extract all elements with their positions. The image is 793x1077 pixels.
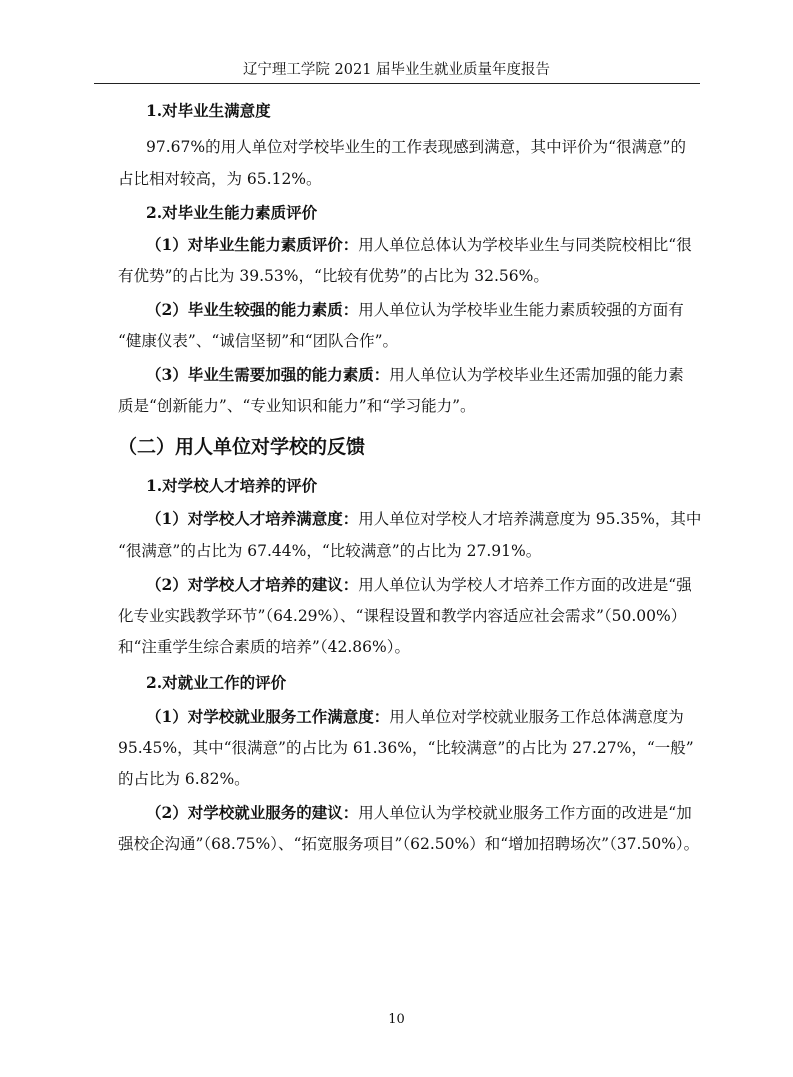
employment-p1-text: 用人单位对学校就业服务工作总体满意度为 — [389, 708, 684, 726]
employment-p1-line-1 — [146, 704, 684, 730]
ability-p1-line-2: 有优势”的占比为 39.53%，“比较有优势”的占比为 32.56%。 — [118, 267, 549, 285]
employment-p1-label: （1）对学校就业服务工作满意度： — [146, 707, 390, 726]
training-heading: 1.对学校人才培养的评价 — [146, 476, 318, 495]
training-p2-line-2: 化专业实践教学环节”（64.29%）、“课程设置和教学内容适应社会需求”（50.00%） — [118, 607, 687, 625]
running-header: 辽宁理工学院 2021 届毕业生就业质量年度报告 — [242, 62, 551, 78]
ability-p2-line-1 — [146, 297, 684, 323]
training-p1-line-1 — [146, 506, 701, 532]
ability-p2-label: （2）毕业生较强的能力素质： — [146, 300, 359, 319]
ability-p3-line-2: 质是“创新能力”、“专业知识和能力”和“学习能力”。 — [118, 397, 476, 415]
satisfaction-heading: 1.对毕业生满意度 — [146, 101, 271, 120]
training-p1-line-2: “很满意”的占比为 67.44%，“比较满意”的占比为 27.91%。 — [118, 542, 542, 560]
employment-p2-text: 用人单位认为学校就业服务工作方面的改进是“加 — [358, 804, 692, 822]
employment-p1-line-2: 95.45%，其中“很满意”的占比为 61.36%，“比较满意”的占比为 27.27%，“一般” — [118, 739, 694, 757]
ability-p1-label: （1）对毕业生能力素质评价： — [146, 235, 359, 254]
ability-p2-text: 用人单位认为学校毕业生能力素质较强的方面有 — [358, 301, 684, 319]
page-number: 10 — [388, 1012, 405, 1027]
header-rule — [94, 83, 700, 84]
section-2-heading: （二）用人单位对学校的反馈 — [118, 436, 366, 458]
ability-p1-text: 用人单位总体认为学校毕业生与同类院校相比“很 — [358, 236, 692, 254]
employment-heading: 2.对就业工作的评价 — [146, 673, 287, 692]
employment-p2-line-1 — [146, 800, 692, 826]
ability-p3-text: 用人单位认为学校毕业生还需加强的能力素 — [389, 366, 684, 384]
training-p2-line-1 — [146, 572, 692, 598]
employment-p2-label: （2）对学校就业服务的建议： — [146, 803, 359, 822]
ability-p2-line-2: “健康仪表”、“诚信坚韧”和“团队合作”。 — [118, 332, 399, 350]
training-p2-line-3: 和“注重学生综合素质的培养”（42.86%）。 — [118, 638, 410, 656]
ability-p3-label: （3）毕业生需要加强的能力素质： — [146, 365, 390, 384]
ability-p3-line-1 — [146, 362, 684, 388]
ability-p1-line-1 — [146, 232, 692, 258]
satisfaction-line-2: 占比相对较高，为 65.12%。 — [118, 170, 322, 188]
satisfaction-line-1: 97.67%的用人单位对学校毕业生的工作表现感到满意，其中评价为“很满意”的 — [146, 138, 686, 156]
training-p2-label: （2）对学校人才培养的建议： — [146, 575, 359, 594]
ability-heading: 2.对毕业生能力素质评价 — [146, 203, 318, 222]
employment-p1-line-3: 的占比为 6.82%。 — [118, 770, 250, 788]
employment-p2-line-2: 强校企沟通”（68.75%）、“拓宽服务项目”（62.50%）和“增加招聘场次”（37.50%）。 — [118, 835, 700, 853]
training-p1-text: 用人单位对学校人才培养满意度为 95.35%，其中 — [358, 510, 702, 528]
training-p2-text: 用人单位认为学校人才培养工作方面的改进是“强 — [358, 576, 692, 594]
training-p1-label: （1）对学校人才培养满意度： — [146, 509, 359, 528]
